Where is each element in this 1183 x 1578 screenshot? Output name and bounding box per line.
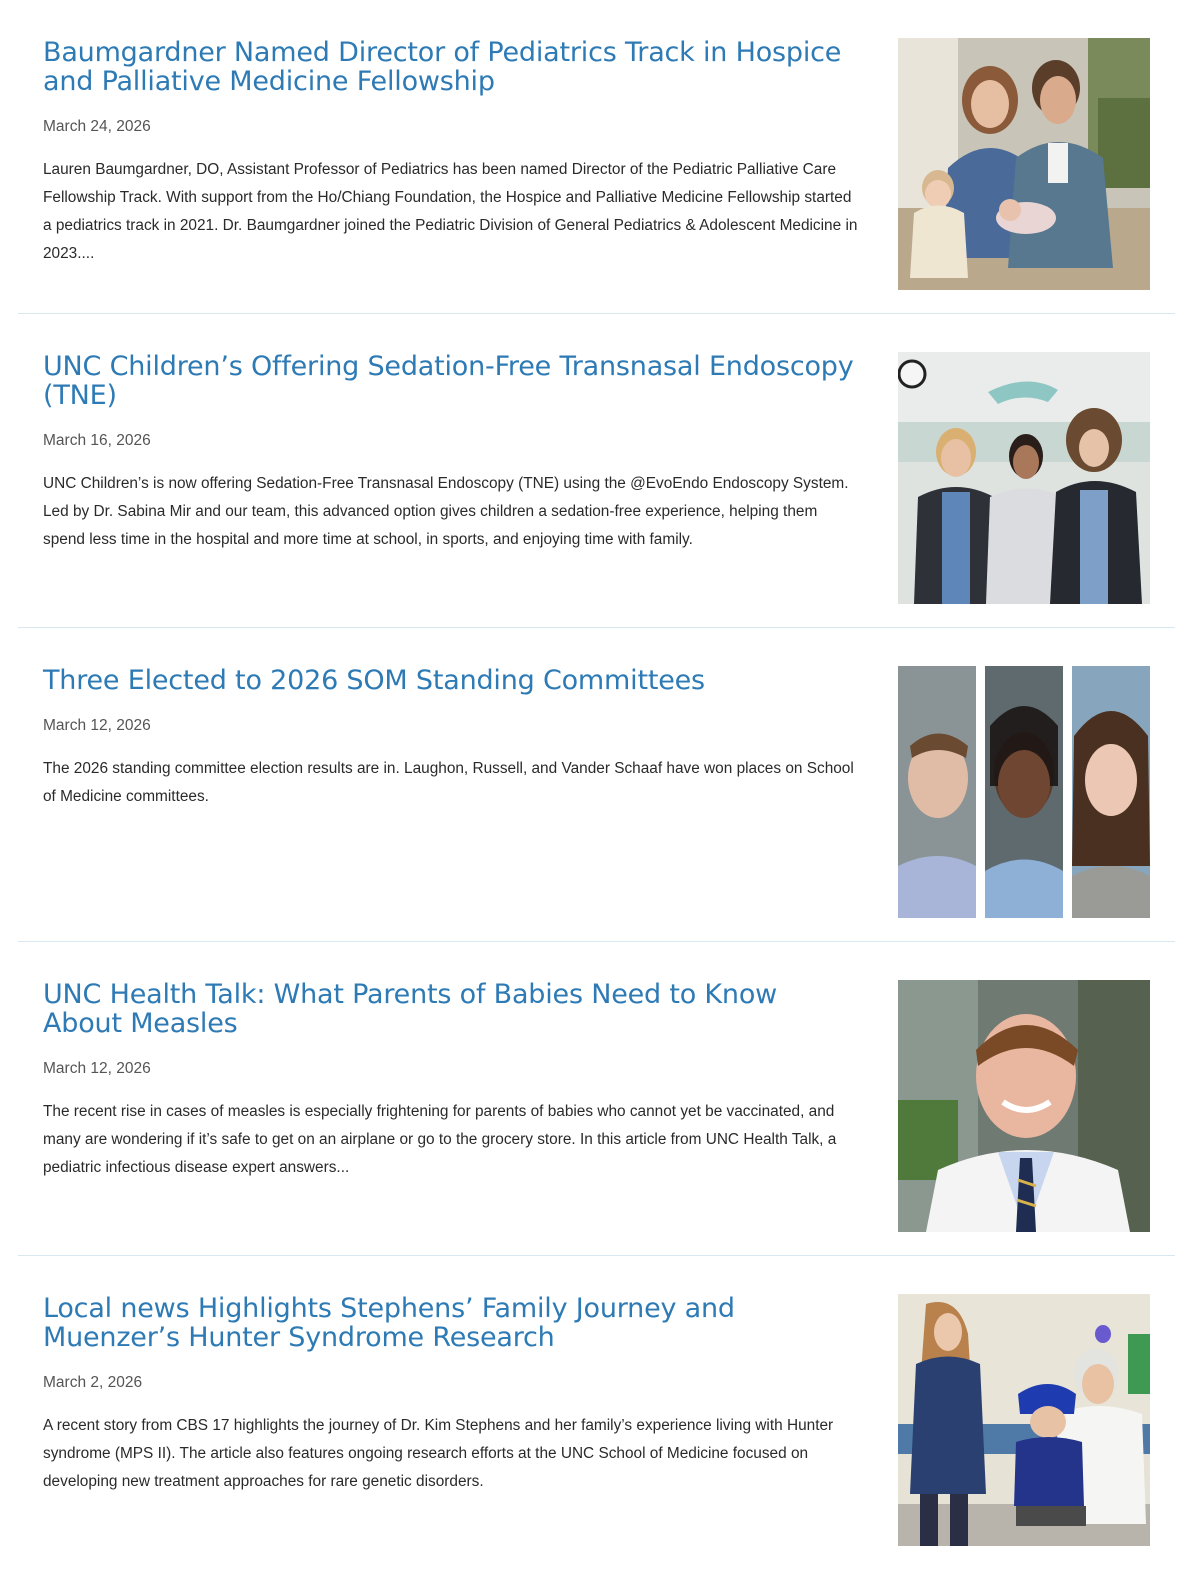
clinic-team-photo-image bbox=[898, 352, 1150, 604]
article-text bbox=[43, 666, 863, 811]
article-title-link[interactable]: Baumgardner Named Director of Pediatrics Track in Hospice and Palliative Medicine Fellowship bbox=[43, 37, 842, 97]
article-excerpt: Lauren Baumgardner, DO, Assistant Professor of Pediatrics has been named Director of the Pediatric Palliative Care Fellowship Track. With support from the Ho/Chiang Foundation, the Hospice and Palliative Medicine Fellowship started a pediatrics track in 2021. Dr. Baumgardner joined the Pediatric Division of General Pediatrics & Adolescent Medicine in 2023.... bbox=[43, 161, 858, 262]
article-text bbox=[43, 980, 863, 1182]
article-thumbnail-clinic-visit-photo[interactable] bbox=[898, 1294, 1150, 1546]
article-excerpt: The recent rise in cases of measles is especially frightening for parents of babies who cannot yet be vaccinated, and many are wondering if it’s safe to get on an airplane or go to the grocery store. In this article from UNC Health Talk, a pediatric infectious disease expert answers... bbox=[43, 1103, 837, 1176]
article-text bbox=[43, 352, 863, 554]
family-photo-image bbox=[898, 38, 1150, 290]
article-title-link[interactable]: Local news Highlights Stephens’ Family Journey and Muenzer’s Hunter Syndrome Research bbox=[43, 1293, 735, 1353]
article-text bbox=[43, 38, 863, 268]
news-article bbox=[18, 314, 1175, 628]
article-date: March 16, 2026 bbox=[43, 432, 151, 449]
article-date: March 12, 2026 bbox=[43, 717, 151, 734]
news-feed bbox=[18, 0, 1175, 1570]
article-date: March 24, 2026 bbox=[43, 118, 151, 135]
article-excerpt: UNC Children’s is now offering Sedation-Free Transnasal Endoscopy (TNE) using the @EvoEndo Endoscopy System. Led by Dr. Sabina Mir and our team, this advanced option gives children a sedation-free experience, helping them spend less time in the hospital and more time at school, in sports, and enjoying time with family. bbox=[43, 475, 849, 548]
article-title-link[interactable]: Three Elected to 2026 SOM Standing Committees bbox=[43, 665, 705, 696]
news-article bbox=[18, 942, 1175, 1256]
article-excerpt: The 2026 standing committee election results are in. Laughon, Russell, and Vander Schaaf have won places on School of Medicine committees. bbox=[43, 760, 854, 805]
news-article bbox=[18, 628, 1175, 942]
article-date: March 12, 2026 bbox=[43, 1060, 151, 1077]
news-article bbox=[18, 0, 1175, 314]
article-excerpt: A recent story from CBS 17 highlights the journey of Dr. Kim Stephens and her family’s experience living with Hunter syndrome (MPS II). The article also features ongoing research efforts at the UNC School of Medicine focused on developing new treatment approaches for rare genetic disorders. bbox=[43, 1417, 834, 1490]
article-text bbox=[43, 1294, 863, 1496]
article-thumbnail-doctor-headshot[interactable] bbox=[898, 980, 1150, 1232]
doctor-headshot-image bbox=[898, 980, 1150, 1232]
article-thumbnail-headshots-collage[interactable] bbox=[898, 666, 1150, 918]
clinic-visit-photo-image bbox=[898, 1294, 1150, 1546]
article-title-link[interactable]: UNC Children’s Offering Sedation-Free Transnasal Endoscopy (TNE) bbox=[43, 351, 854, 411]
article-thumbnail-family-photo[interactable] bbox=[898, 38, 1150, 290]
news-article bbox=[18, 1256, 1175, 1570]
article-date: March 2, 2026 bbox=[43, 1374, 143, 1391]
article-title-link[interactable]: UNC Health Talk: What Parents of Babies Need to Know About Measles bbox=[43, 979, 778, 1039]
article-thumbnail-clinic-team-photo[interactable] bbox=[898, 352, 1150, 604]
headshots-collage-image bbox=[898, 666, 1150, 918]
